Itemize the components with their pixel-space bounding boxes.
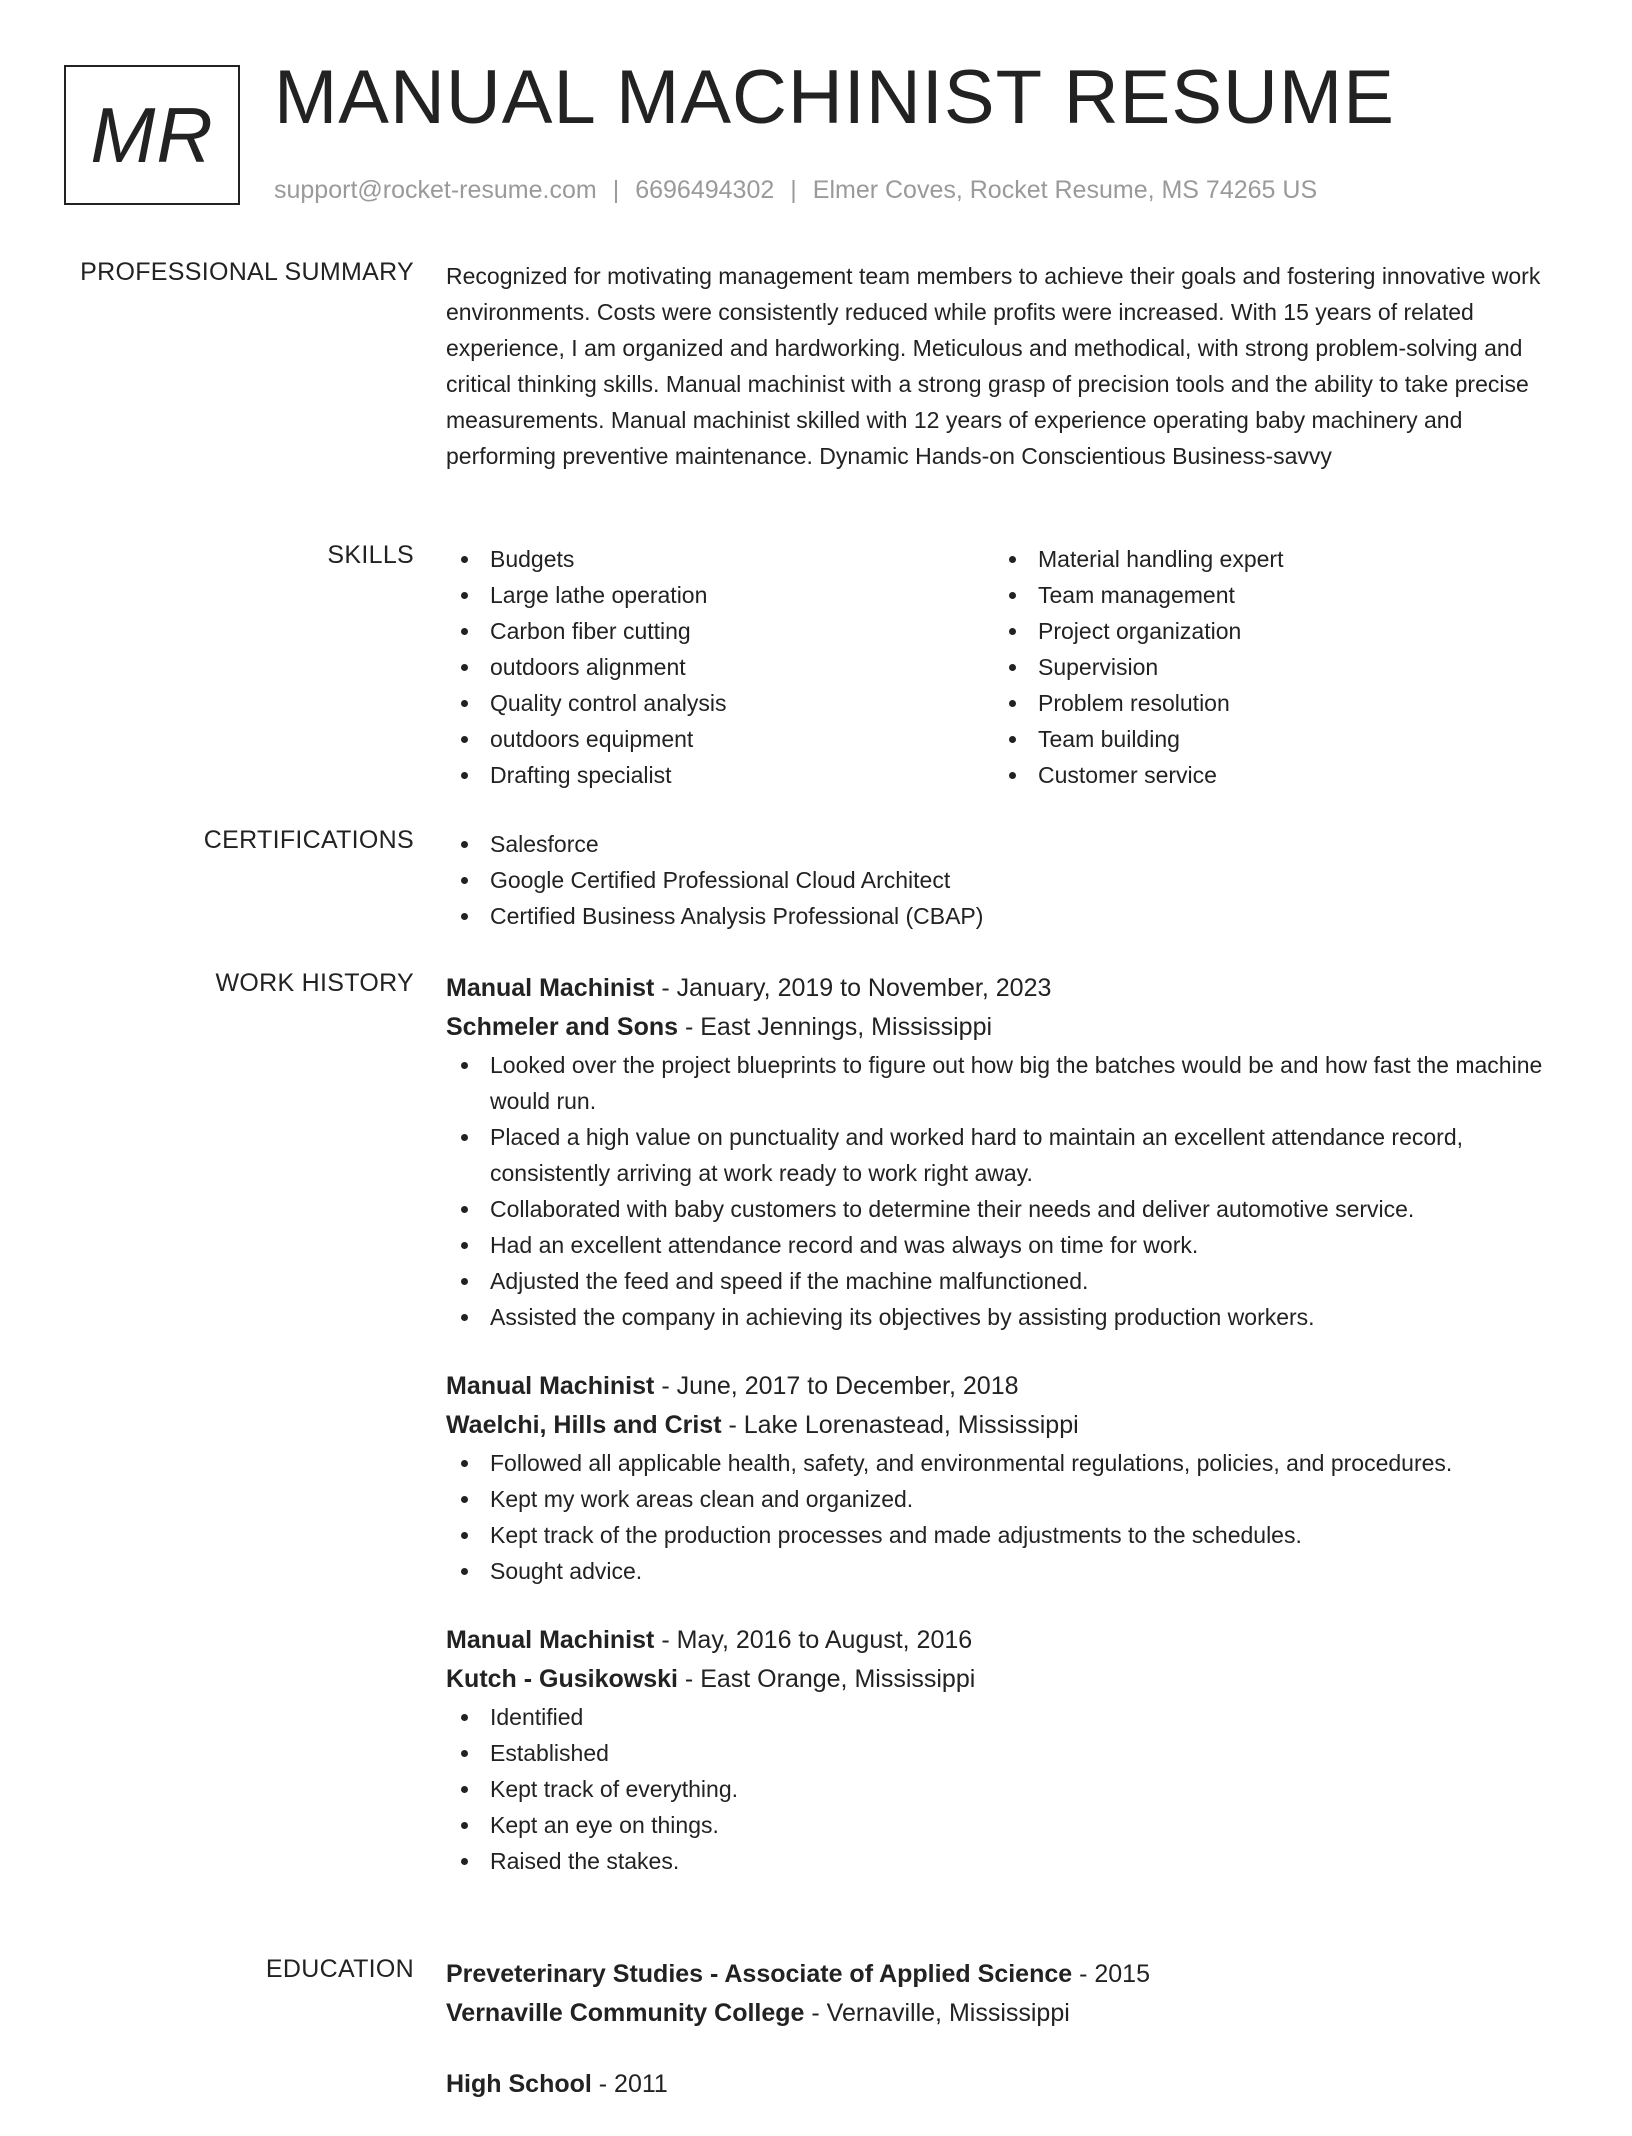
list-item: Google Certified Professional Cloud Architect: [446, 862, 1561, 898]
education-body: [446, 1955, 1561, 2136]
list-item: Established: [446, 1735, 1561, 1771]
list-item: Followed all applicable health, safety, and environmental regulations, policies, and procedures.: [446, 1445, 1561, 1481]
job-location: - East Jennings, Mississippi: [678, 1013, 993, 1041]
job-title: Manual Machinist: [446, 1626, 655, 1654]
education-year: - 2015: [1072, 1960, 1150, 1988]
contact-line: [274, 176, 1317, 205]
list-item: Project organization: [994, 613, 1542, 649]
education-location: - Vernaville, Mississippi: [804, 1999, 1070, 2027]
list-item: Large lathe operation: [446, 577, 994, 613]
job-title: Manual Machinist: [446, 1372, 655, 1400]
job-title-line: [446, 1621, 1561, 1660]
list-item: Raised the stakes.: [446, 1843, 1561, 1879]
list-item: Certified Business Analysis Professional (CBAP): [446, 898, 1561, 934]
skills-list-left: [446, 541, 994, 793]
education-entry: [446, 1955, 1561, 2033]
job-entry: [446, 969, 1561, 1335]
list-item: Team management: [994, 577, 1542, 613]
education-degree-line: [446, 1955, 1561, 1994]
list-item: Problem resolution: [994, 685, 1542, 721]
education-degree: Preveterinary Studies - Associate of Applied Science: [446, 1960, 1073, 1988]
skills-list-right: [994, 541, 1542, 793]
list-item: outdoors alignment: [446, 649, 994, 685]
job-entry: [446, 1367, 1561, 1589]
list-item: Budgets: [446, 541, 994, 577]
section-label-work-history: WORK HISTORY: [215, 969, 414, 997]
job-entry: [446, 1621, 1561, 1879]
job-title-line: [446, 969, 1561, 1008]
contact-separator: |: [612, 176, 620, 204]
job-location: - East Orange, Mississippi: [677, 1665, 976, 1693]
skills-body: [446, 541, 1561, 793]
list-item: Adjusted the feed and speed if the machine malfunctioned.: [446, 1263, 1561, 1299]
contact-separator: |: [790, 176, 797, 204]
list-item: Collaborated with baby customers to determine their needs and deliver automotive service.: [446, 1191, 1561, 1227]
list-item: Identified: [446, 1699, 1561, 1735]
section-label-summary: PROFESSIONAL SUMMARY: [80, 258, 414, 286]
job-bullets: [446, 1445, 1561, 1589]
job-company-line: [446, 1008, 1561, 1047]
job-company: Kutch - Gusikowski: [446, 1665, 678, 1693]
job-bullets: [446, 1047, 1561, 1335]
monogram-logo: MR: [64, 65, 240, 205]
job-company-line: [446, 1660, 1561, 1699]
resume-title: MANUAL MACHINIST RESUME: [274, 55, 1395, 140]
list-item: Assisted the company in achieving its objectives by assisting production workers.: [446, 1299, 1561, 1335]
list-item: Customer service: [994, 757, 1542, 793]
list-item: outdoors equipment: [446, 721, 994, 757]
education-school: Vernaville Community College: [446, 1999, 805, 2027]
job-title: Manual Machinist: [446, 974, 655, 1002]
list-item: Placed a high value on punctuality and worked hard to maintain an excellent attendance record, consistently arriving at work ready to work right away.: [446, 1119, 1561, 1191]
list-item: Kept my work areas clean and organized.: [446, 1481, 1561, 1517]
summary-text: Recognized for motivating management team members to achieve their goals and fostering innovative work environments. Costs were consistently reduced while profits were increased. With 15 years of related experience, I am organized and hardworking. Meticulous and methodical, with strong problem-solving and critical thinking skills. Manual machinist with a strong grasp of precision tools and the ability to take precise measurements. Manual machinist skilled with 12 years of experience operating baby machinery and performing preventive maintenance. Dynamic Hands-on Conscientious Business-savvy: [446, 263, 1541, 469]
section-label-skills: SKILLS: [327, 541, 414, 569]
list-item: Looked over the project blueprints to figure out how big the batches would be and how fast the machine would run.: [446, 1047, 1561, 1119]
certifications-body: [446, 826, 1561, 934]
job-dates: - June, 2017 to December, 2018: [654, 1372, 1019, 1400]
education-school-line: [446, 1994, 1561, 2033]
job-dates: - May, 2016 to August, 2016: [654, 1626, 973, 1654]
job-bullets: [446, 1699, 1561, 1879]
job-dates: - January, 2019 to November, 2023: [654, 974, 1052, 1002]
list-item: Salesforce: [446, 826, 1561, 862]
job-company-line: [446, 1406, 1561, 1445]
list-item: Kept track of the production processes and made adjustments to the schedules.: [446, 1517, 1561, 1553]
contact-phone[interactable]: 6696494302: [635, 176, 775, 204]
education-entry: [446, 2065, 1561, 2104]
section-label-education: EDUCATION: [265, 1955, 414, 1983]
work-history-body: [446, 969, 1561, 1911]
list-item: Team building: [994, 721, 1542, 757]
list-item: Material handling expert: [994, 541, 1542, 577]
list-item: Had an excellent attendance record and was always on time for work.: [446, 1227, 1561, 1263]
job-title-line: [446, 1367, 1561, 1406]
list-item: Carbon fiber cutting: [446, 613, 994, 649]
job-company: Schmeler and Sons: [446, 1013, 679, 1041]
job-company: Waelchi, Hills and Crist: [446, 1411, 722, 1439]
contact-email[interactable]: support@rocket-resume.com: [274, 176, 597, 204]
list-item: Kept track of everything.: [446, 1771, 1561, 1807]
education-year: - 2011: [591, 2070, 668, 2098]
summary-body: [446, 258, 1561, 474]
contact-address: Elmer Coves, Rocket Resume, MS 74265 US: [812, 176, 1318, 204]
education-degree: High School: [446, 2070, 592, 2098]
education-degree-line: [446, 2065, 1561, 2104]
section-label-certifications: CERTIFICATIONS: [203, 826, 414, 854]
skills-columns: [446, 541, 1561, 793]
job-location: - Lake Lorenastead, Mississippi: [721, 1411, 1079, 1439]
list-item: Kept an eye on things.: [446, 1807, 1561, 1843]
list-item: Quality control analysis: [446, 685, 994, 721]
list-item: Drafting specialist: [446, 757, 994, 793]
list-item: Supervision: [994, 649, 1542, 685]
certifications-list: [446, 826, 1561, 934]
list-item: Sought advice.: [446, 1553, 1561, 1589]
